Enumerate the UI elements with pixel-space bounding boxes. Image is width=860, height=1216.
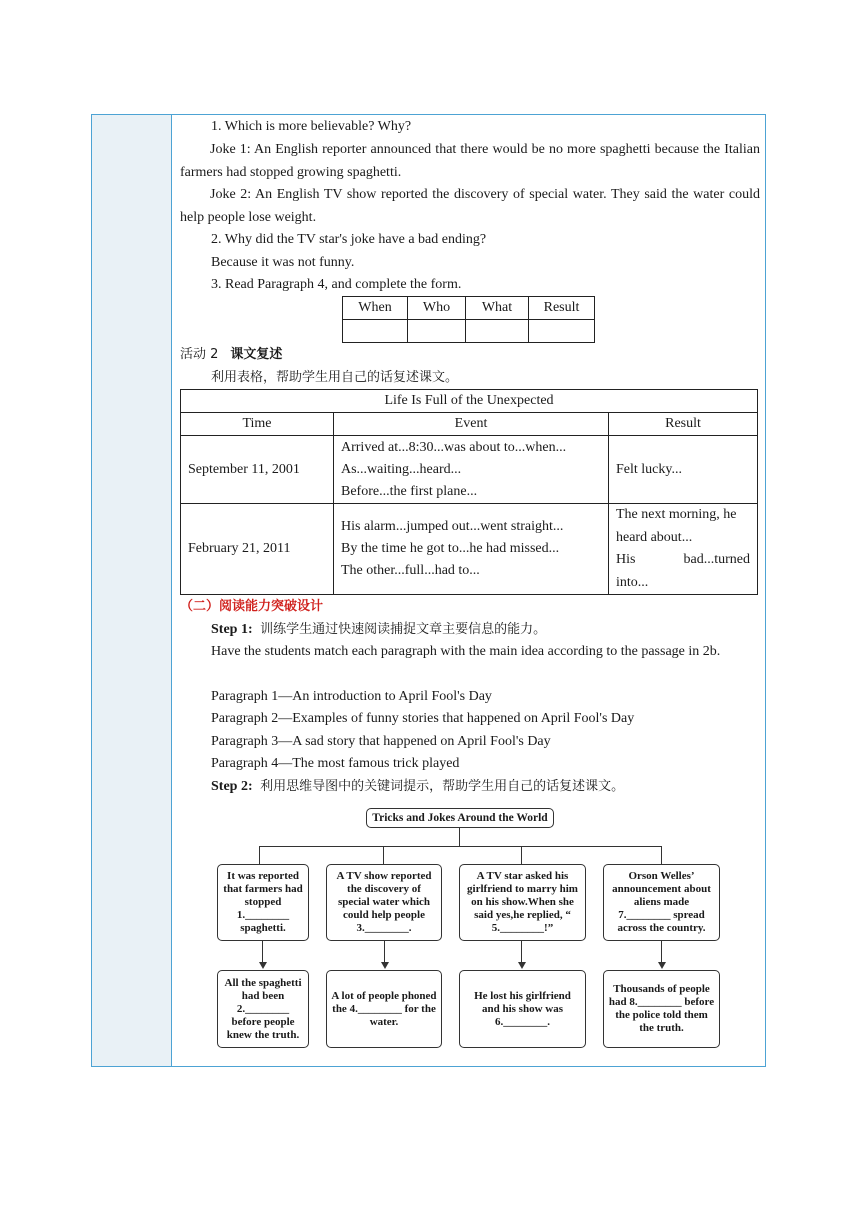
retell-result-1 xyxy=(609,436,758,504)
connector xyxy=(384,941,385,964)
step-2-label: Step 2: xyxy=(211,779,253,794)
mindmap-top-1: It was reported that farmers had stopped 1.________ spaghetti. xyxy=(217,864,309,941)
connector xyxy=(262,941,263,964)
joke-2: Joke 2: An English TV show reported the discovery of special water. They said the water could help people lose weight. xyxy=(180,187,760,225)
match-instruction: Have the students match each paragraph with the main idea according to the passage in 2b. xyxy=(211,644,721,659)
arrow-down-icon xyxy=(381,962,389,969)
form-header-when: When xyxy=(343,297,408,320)
arrow-down-icon xyxy=(658,962,666,969)
result-line: heard about... xyxy=(616,529,693,545)
retell-time-2: February 21, 2011 xyxy=(181,504,334,595)
paragraph-match-1: Paragraph 1—An introduction to April Fool's Day xyxy=(211,689,492,704)
event-line: His alarm...jumped out...went straight... xyxy=(341,519,564,534)
retell-event-2 xyxy=(334,504,609,595)
form-header-what: What xyxy=(466,297,529,320)
result-line: Felt lucky... xyxy=(616,461,682,477)
paragraph-match-4: Paragraph 4—The most famous trick played xyxy=(211,756,460,771)
event-line: By the time he got to...he had missed... xyxy=(341,541,560,556)
retell-header-event: Event xyxy=(334,413,609,436)
section-2-heading: （二）阅读能力突破设计 xyxy=(180,599,324,614)
step-2-text: 利用思维导图中的关键词提示，帮助学生用自己的话复述课文。 xyxy=(260,779,625,794)
form-cell[interactable] xyxy=(408,320,466,343)
connector xyxy=(661,846,662,864)
event-line: The other...full...had to... xyxy=(341,563,480,578)
activity-2-heading xyxy=(180,346,282,364)
paragraph-match-3: Paragraph 3—A sad story that happened on April Fool's Day xyxy=(211,734,551,749)
mindmap-top-4: Orson Welles’ announcement about aliens made 7.________ spread across the country. xyxy=(603,864,720,941)
connector xyxy=(521,846,522,864)
event-line: As...waiting...heard... xyxy=(341,461,462,477)
retell-time-1: September 11, 2001 xyxy=(181,436,334,504)
retell-table-title: Life Is Full of the Unexpected xyxy=(181,390,758,413)
form-header-result: Result xyxy=(529,297,595,320)
mindmap-top-3: A TV star asked his girlfriend to marry him on his show.When she said yes,he replied, “ 5.________!” xyxy=(459,864,586,941)
event-line: Before...the first plane... xyxy=(341,483,478,499)
retell-header-result: Result xyxy=(609,413,758,436)
mindmap-bottom-2: A lot of people phoned the 4.________ for the water. xyxy=(326,970,442,1048)
question-1: 1. Which is more believable? Why? xyxy=(211,119,412,134)
step-1-label: Step 1: xyxy=(211,622,253,637)
connector xyxy=(521,941,522,964)
mindmap-bottom-3: He lost his girlfriend and his show was 6.________. xyxy=(459,970,586,1048)
arrow-down-icon xyxy=(259,962,267,969)
result-word: His bad...turned xyxy=(616,552,750,567)
mindmap-top-2: A TV show reported the discovery of special water which could help people 3.________. xyxy=(326,864,442,941)
connector xyxy=(661,941,662,964)
activity-2-instruction: 利用表格，帮助学生用自己的话复述课文。 xyxy=(211,370,459,385)
mindmap-root: Tricks and Jokes Around the World xyxy=(366,808,554,828)
event-line: Arrived at...8:30...was about to...when... xyxy=(341,439,567,455)
connector xyxy=(383,846,384,864)
connector xyxy=(259,846,260,864)
question-3: 3. Read Paragraph 4, and complete the form. xyxy=(211,277,462,292)
answer-2: Because it was not funny. xyxy=(211,255,355,270)
retell-result-2 xyxy=(609,504,758,595)
step-1 xyxy=(211,621,546,639)
step-2 xyxy=(211,778,624,796)
result-line: The next morning, he xyxy=(616,507,737,522)
result-line xyxy=(616,549,750,572)
activity-2-label: 活动 2 xyxy=(180,347,219,362)
mindmap-bottom-4: Thousands of people had 8.________ before the police told them the truth. xyxy=(603,970,720,1048)
connector xyxy=(259,846,662,847)
question-2: 2. Why did the TV star's joke have a bad ending? xyxy=(211,232,487,247)
step-1-text: 训练学生通过快速阅读捕捉文章主要信息的能力。 xyxy=(260,622,547,637)
activity-2-title: 课文复述 xyxy=(230,347,283,362)
form-header-who: Who xyxy=(408,297,466,320)
retell-event-1 xyxy=(334,436,609,504)
form-cell[interactable] xyxy=(343,320,408,343)
retell-table xyxy=(180,389,758,595)
left-column xyxy=(92,115,172,1066)
connector xyxy=(459,828,460,846)
form-cell[interactable] xyxy=(466,320,529,343)
paragraph4-form xyxy=(342,296,595,343)
retell-header-time: Time xyxy=(181,413,334,436)
arrow-down-icon xyxy=(518,962,526,969)
mindmap-bottom-1: All the spaghetti had been 2.________ before people knew the truth. xyxy=(217,970,309,1048)
form-cell[interactable] xyxy=(529,320,595,343)
result-line: into... xyxy=(616,574,649,590)
paragraph-match-2: Paragraph 2—Examples of funny stories that happened on April Fool's Day xyxy=(211,711,635,726)
joke-1: Joke 1: An English reporter announced that there would be no more spaghetti because the Italian farmers had stopped growing spaghetti. xyxy=(180,142,760,180)
